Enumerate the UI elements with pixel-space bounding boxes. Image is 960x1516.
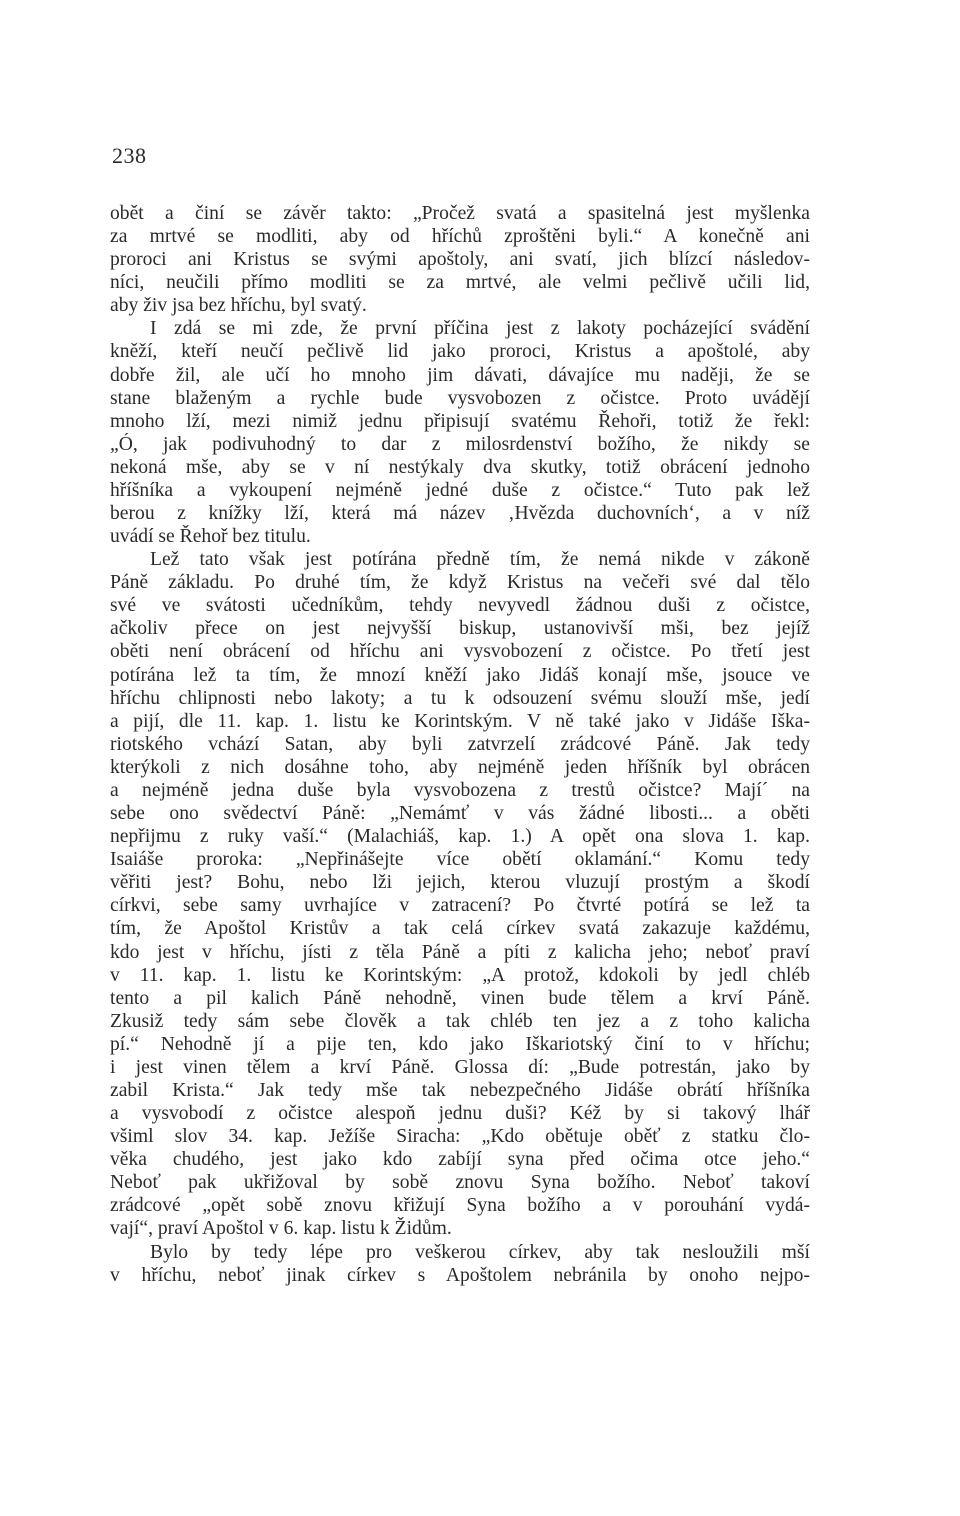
text-line: ačkoliv přece on jest nejvyšší biskup, ustanovivší mši, bez jejíž	[110, 618, 810, 640]
text-line: své ve svátosti učedníkům, tehdy nevyvedl žádnou duši z očistce,	[110, 595, 810, 617]
text-line: sebe ono svědectví Páně: „Nemámť v vás žádné libosti... a oběti	[110, 803, 810, 825]
text-line: věka chudého, jest jako kdo zabíjí syna před očima otce jeho.“	[110, 1149, 810, 1171]
text-line: mnoho lží, mezi nimiž jednu připisují svatému Řehoři, totiž že řekl:	[110, 410, 810, 432]
text-line: riotského vchází Satan, aby byli zatvrzelí zrádcové Páně. Jak tedy	[110, 733, 810, 755]
text-line: dobře žil, ale učí ho mnoho jim dávati, dávajíce mu naději, že se	[110, 364, 810, 386]
text-line: Lež tato však jest potírána předně tím, že nemá nikde v zákoně	[150, 549, 810, 571]
text-line: za mrtvé se modliti, aby od hříchů zproštěni byli.“ A konečně ani	[110, 226, 810, 248]
text-line: vají“, praví Apoštol v 6. kap. listu k Židům.	[110, 1218, 452, 1240]
text-line: i jest vinen tělem a krví Páně. Glossa dí: „Bude potrestán, jako by	[110, 1056, 810, 1078]
text-line: proroci ani Kristus se svými apoštoly, ani svatí, jich blízcí následov-	[110, 249, 810, 271]
text-line: uvádí se Řehoř bez titulu.	[110, 526, 311, 548]
text-line: a nejméně jedna duše byla vysvobozena z trestů očistce? Mají´ na	[110, 779, 810, 801]
page-number: 238	[112, 143, 147, 168]
text-line: stane blaženým a rychle bude vysvobozen z očistce. Proto uvádějí	[110, 387, 810, 409]
text-line: věřiti jest? Bohu, nebo lži jejich, kterou vluzují prostým a škodí	[110, 872, 810, 894]
text-line: oběti není obrácení od hříchu ani vysvobození z očistce. Po třetí jest	[110, 641, 810, 663]
text-line: berou z knížky lží, která má název ‚Hvězda duchovních‘, a v níž	[110, 503, 810, 525]
text-line: níci, neučili přímo modliti se za mrtvé, ale velmi pečlivě učili lid,	[110, 272, 810, 294]
text-line: Páně základu. Po druhé tím, že když Kristus na večeři své dal tělo	[110, 572, 810, 594]
body-text	[110, 202, 810, 1287]
text-line: a pijí, dle 11. kap. 1. listu ke Korintským. V ně také jako v Jidáše Iška-	[110, 710, 810, 732]
text-line: a vysvobodí z očistce alespoň jednu duši? Kéž by si takový lhář	[110, 1103, 810, 1125]
text-line: hříchu chlipnosti nebo lakoty; a tu k odsouzení svému slouží mše, jedí	[110, 687, 810, 709]
text-line: Isaiáše proroka: „Nepřinášejte více obětí oklamání.“ Komu tedy	[110, 849, 810, 871]
text-line: obět a činí se závěr takto: „Pročež svatá a spasitelná jest myšlenka	[110, 203, 810, 224]
text-line: Zkusiž tedy sám sebe člověk a tak chléb ten jez a z toho kalicha	[110, 1010, 810, 1032]
text-line: Bylo by tedy lépe pro veškerou církev, aby tak nesloužili mší	[150, 1241, 810, 1263]
text-line: Neboť pak ukřižoval by sobě znovu Syna božího. Neboť takoví	[110, 1172, 810, 1194]
text-line: nekoná mše, aby se v ní nestýkaly dva skutky, totiž obrácení jednoho	[110, 456, 810, 478]
text-line: v hříchu, neboť jinak církev s Apoštolem nebránila by onoho nejpo-	[110, 1264, 810, 1286]
text-line: nepřijmu z ruky vaší.“ (Malachiáš, kap. 1.) A opět ona slova 1. kap.	[110, 826, 810, 848]
text-line: potírána lež ta tím, že mnozí kněží jako Jidáš konají mše, jsouce ve	[110, 664, 810, 686]
text-line: kterýkoli z nich dosáhne toho, aby nejméně jeden hříšník byl obrácen	[110, 756, 810, 778]
text-line: kdo jest v hříchu, jísti z těla Páně a píti z kalicha jeho; neboť praví	[110, 941, 810, 963]
text-line: tím, že Apoštol Kristův a tak celá církev svatá zakazuje každému,	[110, 918, 810, 940]
text-line: tento a pil kalich Páně nehodně, vinen bude tělem a krví Páně.	[110, 987, 810, 1009]
text-line: I zdá se mi zde, že první příčina jest z lakoty pocházející svádění	[150, 318, 810, 340]
text-line: zabil Krista.“ Jak tedy mše tak nebezpečného Jidáše obrátí hříšníka	[110, 1079, 810, 1101]
text-line: církvi, sebe samy uvrhajíce v zatracení? Po čtvrté potírá se lež ta	[110, 895, 810, 917]
text-line: v 11. kap. 1. listu ke Korintským: „A protož, kdokoli by jedl chléb	[110, 964, 810, 986]
text-line: pí.“ Nehodně jí a pije ten, kdo jako Iškariotský činí to v hříchu;	[110, 1033, 810, 1055]
text-line: všiml slov 34. kap. Ježíše Siracha: „Kdo obětuje oběť z statku člo-	[110, 1126, 810, 1148]
text-line: zrádcové „opět sobě znovu křižují Syna božího a v porouhání vydá-	[110, 1195, 810, 1217]
text-line: „Ó, jak podivuhodný to dar z milosrdenství božího, že nikdy se	[110, 433, 810, 455]
text-line: kněží, kteří neučí pečlivě lid jako proroci, Kristus a apoštolé, aby	[110, 341, 810, 363]
text-line: hříšníka a vykoupení nejméně jedné duše z očistce.“ Tuto pak lež	[110, 479, 810, 501]
text-line: aby živ jsa bez hříchu, byl svatý.	[110, 295, 367, 317]
